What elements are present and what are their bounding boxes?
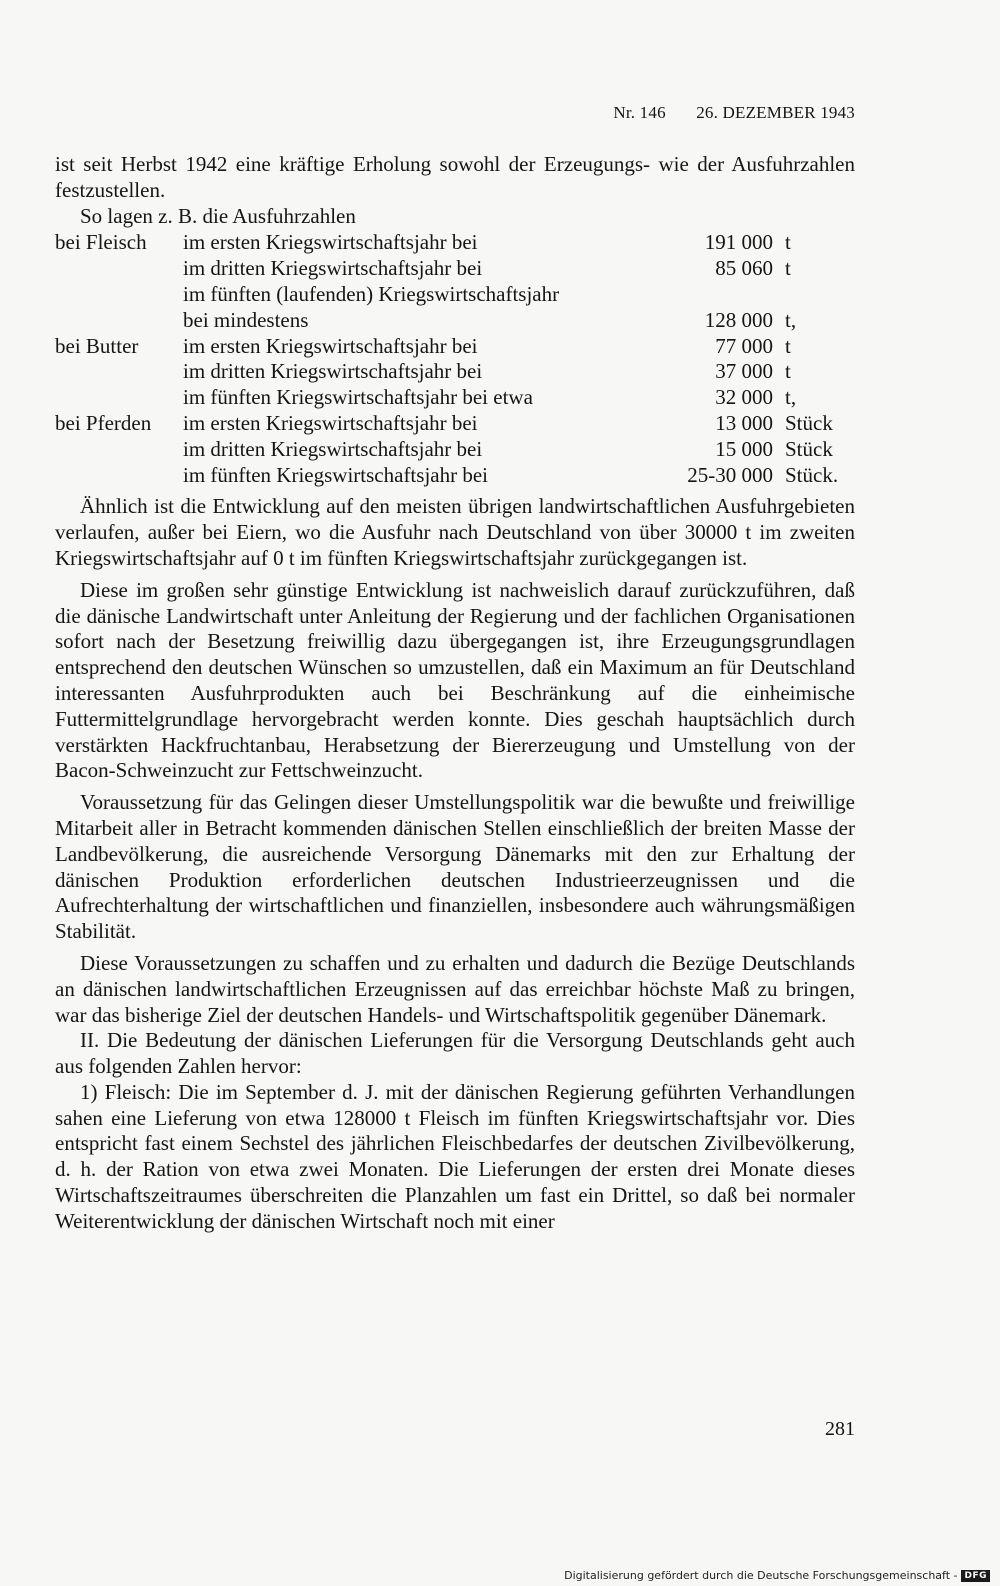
- row-category: [55, 437, 183, 463]
- row-category: bei Butter: [55, 333, 139, 358]
- row-value: 15 000: [715, 436, 773, 461]
- row-category: bei Fleisch: [55, 230, 147, 255]
- table-row: [55, 230, 855, 256]
- row-unit: t: [785, 333, 791, 358]
- row-unit: t,: [785, 385, 797, 410]
- row-description: im fünften (laufenden) Kriegswirtschaftsjahr: [183, 281, 560, 306]
- table-row: [55, 334, 855, 360]
- row-value: 25-30 000: [687, 462, 773, 487]
- row-category: [55, 282, 183, 308]
- row-description: im dritten Kriegswirtschaftsjahr bei: [183, 436, 483, 461]
- row-unit: t: [785, 230, 791, 255]
- paragraph-5: Voraussetzung für das Gelingen dieser Umstellungspolitik war die bewußte und freiwillige Mitarbeit aller in Betracht kommenden dänischen Stellen einschließlich der breiten Masse der Landbevölkerung, die ausreichende Versorgung Dänemarks mit den zur Erhaltung der dänischen Produktion erforderlichen deutschen Industrieerzeugnissen und die Aufrechterhaltung der wirtschaftlichen und finanziellen, insbesondere auch währungsmäßigen Stabilität.: [55, 790, 855, 944]
- row-unit: t: [785, 256, 791, 281]
- running-header: [613, 103, 855, 123]
- page-number: 281: [825, 1418, 855, 1440]
- table-row: [55, 463, 855, 489]
- table-row: [55, 308, 855, 334]
- table-row: [55, 359, 855, 385]
- row-description: bei mindestens: [183, 307, 309, 332]
- paragraph-7: II. Die Bedeutung der dänischen Lieferungen für die Versorgung Deutschlands geht auch aus folgenden Zahlen hervor:: [55, 1028, 855, 1079]
- table-row: [55, 385, 855, 411]
- dfg-logo: DFG: [961, 1570, 990, 1582]
- table-row: [55, 256, 855, 282]
- row-value: 37 000: [715, 359, 773, 384]
- row-category: [55, 359, 183, 385]
- table-row: [55, 437, 855, 463]
- row-description: im dritten Kriegswirtschaftsjahr bei: [183, 256, 483, 281]
- row-description: im ersten Kriegswirtschaftsjahr bei: [183, 410, 478, 435]
- row-value: 128 000: [704, 307, 773, 332]
- footer-text: Digitalisierung gefördert durch die Deutsche Forschungsgemeinschaft -: [564, 1569, 958, 1582]
- digitization-footer: [564, 1569, 990, 1582]
- row-category: bei Pferden: [55, 410, 152, 435]
- export-figures-table: [55, 230, 855, 488]
- table-row: [55, 411, 855, 437]
- paragraph-6: Diese Voraussetzungen zu schaffen und zu erhalten und dadurch die Bezüge Deutschlands an dänischen landwirtschaftlichen Erzeugnissen auf das erreichbar höchste Maß zu bringen, war das bisherige Ziel der deutschen Handels- und Wirtschaftspolitik gegenüber Dänemark.: [55, 950, 855, 1027]
- row-category: [55, 385, 183, 411]
- issue-date: 26. DEZEMBER 1943: [696, 103, 855, 122]
- paragraph-4: Diese im großen sehr günstige Entwicklung ist nachweislich darauf zurückzuführen, daß die dänische Landwirtschaft unter Anleitung der Regierung und der fachlichen Organisationen sofort nach der Besetzung freiwillig dazu übergegangen ist, ihre Erzeugungsgrundlagen entsprechend den deutschen Wünschen so umzustellen, daß ein Maximum an für Deutschland interessanten Ausfuhrprodukten auch bei Beschränkung auf die einheimische Futtermittelgrundlage hervorgebracht werden konnte. Dies geschah hauptsächlich durch verstärkten Hackfruchtanbau, Herabsetzung der Biererzeugung und Umstellung von der Bacon-Schweinzucht zur Fettschweinzucht.: [55, 577, 855, 783]
- row-description: im fünften Kriegswirtschaftsjahr bei: [183, 462, 488, 487]
- paragraph-2: So lagen z. B. die Ausfuhrzahlen: [80, 203, 356, 228]
- body-text: [55, 152, 855, 1235]
- row-value: 32 000: [715, 385, 773, 410]
- row-category: [55, 308, 183, 334]
- paragraph-8: 1) Fleisch: Die im September d. J. mit der dänischen Regierung geführten Verhandlungen sahen eine Lieferung von etwa 128000 t Fleisch im fünften Kriegswirtschaftsjahr vor. Dies entspricht fast einem Sechstel des jährlichen Fleischbedarfes der deutschen Zivilbevölkerung, d. h. der Ration von etwa zwei Monaten. Die Lieferungen der ersten drei Monate dieses Wirtschaftszeitraumes überschreiten die Planzahlen um fast ein Drittel, so daß bei normaler Weiterentwicklung der dänischen Wirtschaft noch mit einer: [55, 1079, 855, 1233]
- issue-number: Nr. 146: [613, 103, 666, 122]
- row-unit: Stück.: [785, 462, 839, 487]
- row-value: 191 000: [704, 230, 773, 255]
- row-unit: t,: [785, 307, 797, 332]
- row-value: 85 060: [715, 256, 773, 281]
- row-unit: t: [785, 359, 791, 384]
- row-description: im ersten Kriegswirtschaftsjahr bei: [183, 333, 478, 358]
- row-value: 77 000: [715, 333, 773, 358]
- row-description: im dritten Kriegswirtschaftsjahr bei: [183, 359, 483, 384]
- row-value: 13 000: [715, 410, 773, 435]
- paragraph-1: ist seit Herbst 1942 eine kräftige Erholung sowohl der Erzeugungs- wie der Ausfuhrzahlen festzustellen.: [55, 152, 855, 202]
- row-description: im fünften Kriegswirtschaftsjahr bei etwa: [183, 385, 533, 410]
- table-row: [55, 282, 855, 308]
- row-value: [653, 282, 773, 308]
- row-description: im ersten Kriegswirtschaftsjahr bei: [183, 230, 478, 255]
- row-category: [55, 463, 183, 489]
- row-category: [55, 256, 183, 282]
- paragraph-3: Ähnlich ist die Entwicklung auf den meisten übrigen landwirtschaftlichen Ausfuhrgebieten verlaufen, außer bei Eiern, wo die Ausfuhr nach Deutschland von über 30000 t im zweiten Kriegswirtschaftsjahr auf 0 t im fünften Kriegswirtschaftsjahr zurückgegangen ist.: [55, 494, 855, 570]
- row-unit: [773, 282, 855, 308]
- row-unit: Stück: [785, 410, 833, 435]
- row-unit: Stück: [785, 436, 833, 461]
